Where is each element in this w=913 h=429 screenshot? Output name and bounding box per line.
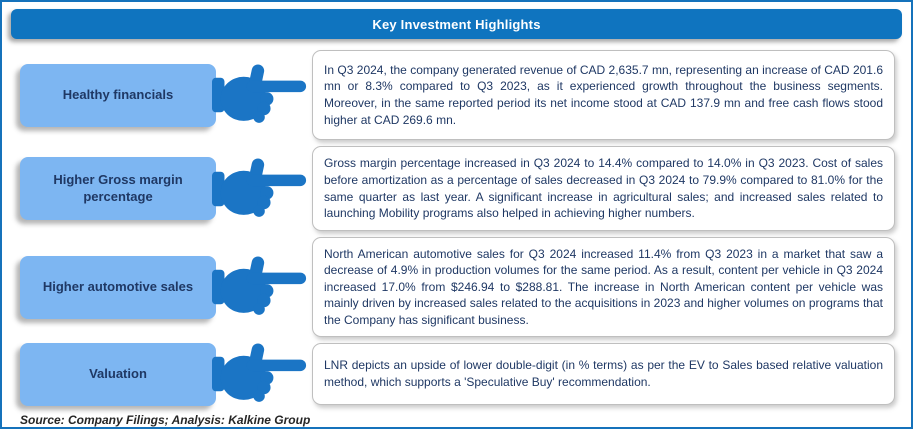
highlight-rows	[2, 39, 911, 405]
row-text: LNR depicts an upside of lower double-digit (in % terms) as per the EV to Sales based relative valuation method, which supports a 'Speculative Buy' recommendation.	[324, 358, 883, 389]
row-text: Gross margin percentage increased in Q3 2024 to 14.4% compared to 14.0% in Q3 2023. Cost of sales before amortization as a percentage of sales decreased in Q3 2024 to 79.9% compared to 81.0% for the same quarter as last year. A significant increase in agricultural sales; and increased sales related to launching Mobility programs also helped in achieving higher numbers.	[324, 156, 883, 221]
label-box-valuation	[20, 343, 216, 406]
highlight-row-gross-margin	[20, 146, 895, 231]
text-box-valuation	[312, 343, 895, 405]
text-box-gross-margin	[312, 146, 895, 231]
label-box-automotive-sales	[20, 256, 216, 319]
text-box-automotive-sales	[312, 237, 895, 337]
pointing-hand-icon	[212, 146, 312, 231]
highlight-row-healthy-financials	[20, 50, 895, 140]
label-box-gross-margin	[20, 157, 216, 220]
row-text: North American automotive sales for Q3 2024 increased 11.4% from Q3 2023 in a market that saw a decrease of 4.9% in production volumes for the same period. As a result, content per vehicle in Q3 2024 increased 17.0% from $246.94 to $288.81. The increase in North American content per vehicle was mainly driven by increased sales related to the acquisitions in 2023 and higher volumes on programs that the Company has significant business.	[324, 246, 883, 327]
pointing-hand-icon	[212, 237, 312, 337]
text-box-healthy-financials	[312, 50, 895, 140]
header-bar	[11, 9, 902, 39]
highlight-row-automotive-sales	[20, 237, 895, 337]
pointing-hand-icon	[212, 50, 312, 140]
label-text: Higher automotive sales	[42, 278, 194, 294]
label-text: Higher Gross margin percentage	[53, 172, 183, 204]
row-text: In Q3 2024, the company generated revenue of CAD 2,635.7 mn, representing an increase of CAD 201.6 mn or 8.3% compared to Q3 2023, as it experienced growth throughout the business segments. Moreover, in the same reported period its net income stood at CAD 137.9 mn and free cash flows stood higher at CAD 269.6 mn.	[324, 62, 883, 127]
page-title: Key Investment Highlights	[372, 16, 541, 32]
footer	[2, 405, 911, 429]
label-text: Healthy financials	[62, 86, 174, 102]
label-box-healthy-financials	[20, 64, 216, 127]
highlight-row-valuation	[20, 343, 895, 405]
source-attribution: Source: Company Filings; Analysis: Kalkine Group	[20, 413, 311, 427]
label-text: Valuation	[89, 365, 147, 381]
pointing-hand-icon	[212, 343, 312, 405]
